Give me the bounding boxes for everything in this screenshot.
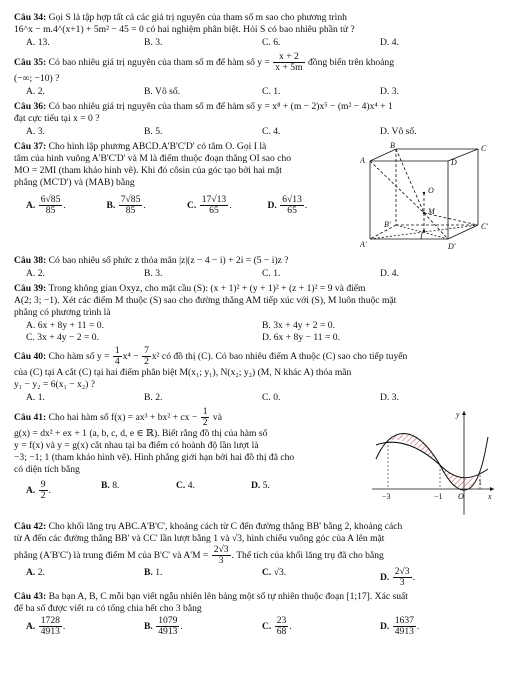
question-text: MO = 2MI (tham khảo hình vẽ). Khi đó côsin của góc tạo bởi hai mặt	[14, 164, 282, 176]
function-graph	[368, 407, 498, 519]
answer-options	[26, 195, 348, 216]
question-number: Câu 42:	[14, 520, 47, 532]
question-number: Câu 43:	[14, 591, 47, 603]
option-c[interactable]: C. 1.	[262, 267, 281, 279]
question-34	[14, 12, 498, 49]
label-d: D	[451, 158, 457, 167]
label-a: A	[360, 156, 365, 165]
fraction: $\frac{x + 2}{x + 5m}$	[275, 50, 303, 74]
question-number: Câu 35:	[14, 56, 47, 68]
option-d[interactable]: D. 4.	[380, 267, 399, 279]
answer-options	[26, 268, 498, 280]
question-text: −3; −1; 1 (tham khảo hình vẽ). Hình phẳng giới hạn bởi hai đồ thị đã cho	[14, 452, 295, 464]
question-text: Cho hình lập phương ABCD.A'B'C'D' có tâm O. Gọi I là	[48, 141, 267, 152]
x-axis-label: x	[488, 491, 492, 501]
question-number: Câu 41:	[14, 411, 47, 423]
option-b[interactable]: B. 5.	[144, 126, 163, 138]
option-d[interactable]: D. 5.	[251, 480, 270, 492]
option-c[interactable]: C. 0.	[262, 391, 281, 403]
answer-options	[26, 616, 498, 637]
option-b[interactable]: B. $\frac{7√85}{85}$ .	[106, 193, 146, 216]
label-b-prime: B'	[384, 220, 391, 229]
answer-options	[26, 126, 498, 138]
option-b[interactable]: B. Vô số.	[144, 86, 181, 98]
question-text: Có bao nhiêu số phức z thỏa mãn |z|(z − 4 − i) + 2i = (5 − i)z ?	[48, 255, 289, 266]
label-c: C	[481, 144, 487, 153]
label-o: O	[428, 186, 434, 195]
fraction: $\frac{1}{4}$	[114, 344, 120, 367]
question-text: y = f(x) và y = g(x) cắt nhau tại ba điểm có hoành độ lần lượt là	[14, 440, 259, 452]
question-text: y₁ − y₂ = 6(x₁ − x₂) ?	[14, 379, 96, 390]
label-a-prime: A'	[360, 240, 367, 249]
question-text: Có bao nhiêu giá trị nguyên của tham số m để hàm số y = x⁸ + (m − 2)x⁵ − (m² − 4)x⁴ + 1	[48, 101, 393, 113]
answer-options	[26, 567, 498, 588]
answer-options	[26, 86, 498, 98]
label-i: I	[420, 232, 423, 241]
option-d[interactable]: D. Vô số.	[380, 126, 417, 138]
question-number: Câu 40:	[14, 350, 47, 362]
origin-label: O	[458, 491, 464, 501]
answer-options	[26, 480, 326, 501]
question-text: từ A đến các đường thẳng BB' và CC' lần lượt bằng 1 và √3, hình chiếu vuông góc của A lên mặt	[14, 532, 385, 544]
option-c[interactable]: C. √3.	[262, 567, 287, 579]
question-number: Câu 36:	[14, 101, 47, 113]
option-c[interactable]: C. 4.	[262, 126, 281, 138]
option-d[interactable]: D. $\frac{6√13}{65}$ .	[267, 193, 308, 216]
option-d[interactable]: D. $\frac{1637}{4913}$ .	[380, 615, 420, 638]
answer-options	[26, 37, 498, 49]
question-39	[14, 283, 498, 344]
cube-figure	[348, 141, 498, 253]
question-text: để ba số được viết ra có tổng chia hết cho 3 bằng	[14, 603, 202, 615]
option-a[interactable]: A. 13.	[26, 36, 50, 48]
question-text: Gọi S là tập hợp tất cả các giá trị nguyên của tham số m sao cho phương trình	[48, 12, 347, 23]
tick-label-minus-1: −1	[434, 491, 443, 501]
option-c[interactable]: C. $\frac{17√13}{65}$ .	[187, 193, 232, 216]
question-text: g(x) = dx² + ex + 1 (a, b, c, d, e ∈ ℝ). Biết rằng đồ thị của hàm số	[14, 428, 268, 440]
option-d[interactable]: D. 3.	[380, 86, 399, 98]
question-number: Câu 37:	[14, 141, 47, 152]
y-axis-label: y	[456, 409, 460, 419]
question-text: 16^x − m.4^(x+1) + 5m² − 45 = 0 có hai nghiệm phân biệt. Hỏi S có bao nhiêu phần tử ?	[14, 23, 355, 35]
question-40: Câu 40: Cho hàm số y = $\frac{1}{4}$ x⁴ − $\frac{7}{2}$ x² có đồ thị (C). Có bao nhiêu điểm A thuộc (C) sao cho tiếp tuyến của (C) tại A cắt (C) tại hai điểm phân biệt M(x₁; y₁), N(x₂; y₂) (M, N khác A) thỏa mãn y₁ − y₂ = 6(x₁ − x₂) ? A. 1. B. 2. C. 0. D. 3.	[14, 346, 498, 404]
question-text: Có bao nhiêu giá trị nguyên của tham số m để hàm số y =	[48, 56, 270, 68]
option-b[interactable]: B. 8.	[101, 480, 120, 492]
option-b[interactable]: B. 1.	[144, 567, 163, 579]
label-m: M	[428, 207, 435, 216]
option-b[interactable]: B. 3.	[144, 267, 163, 279]
question-text: tâm của hình vuông A'B'C'D' và M là điểm thuộc đoạn thẳng OI sao cho	[14, 152, 292, 164]
question-text: đồng biến trên khoảng	[307, 56, 395, 68]
option-a[interactable]: A. $\frac{6√85}{85}$ .	[26, 193, 66, 216]
question-text: (−∞; −10) ?	[14, 73, 60, 85]
question-37	[14, 141, 498, 253]
label-b: B	[390, 141, 395, 150]
option-a[interactable]: A. 2.	[26, 567, 45, 579]
tick-label-1: 1	[478, 477, 482, 487]
exam-page	[14, 12, 498, 640]
option-a[interactable]: A. 3.	[26, 126, 45, 138]
fraction: $\frac{1}{2}$	[202, 405, 208, 429]
option-c[interactable]: C. 3x + 4y − 2 = 0.	[26, 331, 99, 343]
option-c[interactable]: C. 6.	[262, 36, 281, 48]
question-number: Câu 38:	[14, 255, 47, 266]
option-b[interactable]: B. $\frac{1079}{4913}$ .	[144, 615, 183, 638]
option-c[interactable]: C. 4.	[176, 480, 195, 492]
option-a[interactable]: A. 1.	[26, 391, 45, 403]
question-text: Ba bạn A, B, C mỗi bạn viết ngẫu nhiên lên bảng một số tự nhiên thuộc đoạn [1;17]. Xác suất	[48, 591, 408, 603]
question-text: Cho khối lăng trụ ABC.A'B'C', khoảng cách từ C đến đường thẳng BB' bằng 2, khoảng cách	[48, 520, 403, 532]
answer-options	[26, 320, 498, 344]
question-text: có diện tích bằng	[14, 464, 80, 476]
area-graph	[368, 407, 498, 519]
question-41: Câu 41: Cho hai hàm số f(x) = ax³ + bx² + cx − $\frac{1}{2}$ và g(x) = dx² + ex + 1 (a, b, c, d, e ∈ ℝ). Biết rằng đồ thị của hàm số y = f(x) và y = g(x) cắt nhau tại ba điểm có hoành độ lần lượt là −3; −1; 1 (tham khảo hình vẽ). Hình phẳng giới hạn bởi hai đồ thị đã cho có diện tích bằng A. $\frac{9}{2}$ . B. 8. C. 4. D. 5. y x O −3 −1 1	[14, 407, 498, 519]
tick-label-minus-3: −3	[382, 491, 391, 501]
option-d[interactable]: D. 3.	[380, 391, 399, 403]
option-b[interactable]: B. 3.	[144, 36, 163, 48]
option-a[interactable]: A. $\frac{1728}{4913}$ .	[26, 615, 66, 638]
option-c[interactable]: C. 1.	[262, 86, 281, 98]
label-d-prime: D'	[448, 242, 456, 251]
cube-diagram	[348, 141, 498, 253]
option-a[interactable]: A. $\frac{9}{2}$ .	[26, 479, 51, 502]
label-c-prime: C'	[481, 222, 489, 231]
option-d[interactable]: D. 6x + 8y − 11 = 0.	[262, 331, 340, 343]
option-a[interactable]: A. 2.	[26, 86, 45, 98]
answer-options	[26, 392, 498, 404]
question-text: phẳng (MC'D') và (MAB) bằng	[14, 176, 135, 188]
question-35	[14, 52, 498, 98]
option-a[interactable]: A. 2.	[26, 267, 45, 279]
option-b[interactable]: B. 3x + 4y + 2 = 0.	[262, 319, 335, 331]
question-36	[14, 101, 498, 138]
question-text: của (C) tại A cắt (C) tại hai điểm phân biệt M(x₁; y₁), N(x₂; y₂) (M, N khác A) thỏa mãn	[14, 367, 352, 379]
fraction: $\frac{7}{2}$	[144, 344, 149, 367]
question-text: phẳng có phương trình là	[14, 306, 111, 318]
question-number: Câu 34:	[14, 12, 47, 23]
question-number: Câu 39:	[14, 282, 47, 294]
question-text: đạt cực tiểu tại x = 0 ?	[14, 113, 100, 125]
option-b[interactable]: B. 2.	[144, 391, 163, 403]
question-text: Trong không gian Oxyz, cho mặt cầu (S): (x + 1)² + (y + 1)² + (z + 1)² = 9 và điểm	[48, 282, 366, 294]
option-a[interactable]: A. 6x + 8y + 11 = 0.	[26, 319, 104, 331]
question-42: Câu 42: Cho khối lăng trụ ABC.A'B'C', khoảng cách từ C đến đường thẳng BB' bằng 2, khoảng cách từ A đến các đường thẳng BB' và CC' lần lượt bằng 1 và √3, hình chiếu vuông góc của A lên mặt phẳng (A'B'C') là trung điểm M của B'C' và A'M = $\frac{2√3}{3}$ . Thể tích của khối lăng trụ đã cho bằng A. 2. B. 1. C. √3. D. $\frac{2√3}{3}$ .	[14, 521, 498, 588]
question-43	[14, 591, 498, 637]
question-38	[14, 255, 498, 280]
fraction: $\frac{2√3}{3}$	[213, 543, 229, 566]
option-d[interactable]: D. $\frac{2√3}{3}$ .	[380, 566, 415, 589]
question-text: A(2; 3; −1). Xét các điểm M thuộc (S) sao cho đường thẳng AM tiếp xúc với (S), M luôn thuộc mặt	[14, 294, 397, 306]
option-d[interactable]: D. 4.	[380, 36, 399, 48]
option-c[interactable]: C. $\frac{23}{68}$ .	[262, 615, 292, 638]
